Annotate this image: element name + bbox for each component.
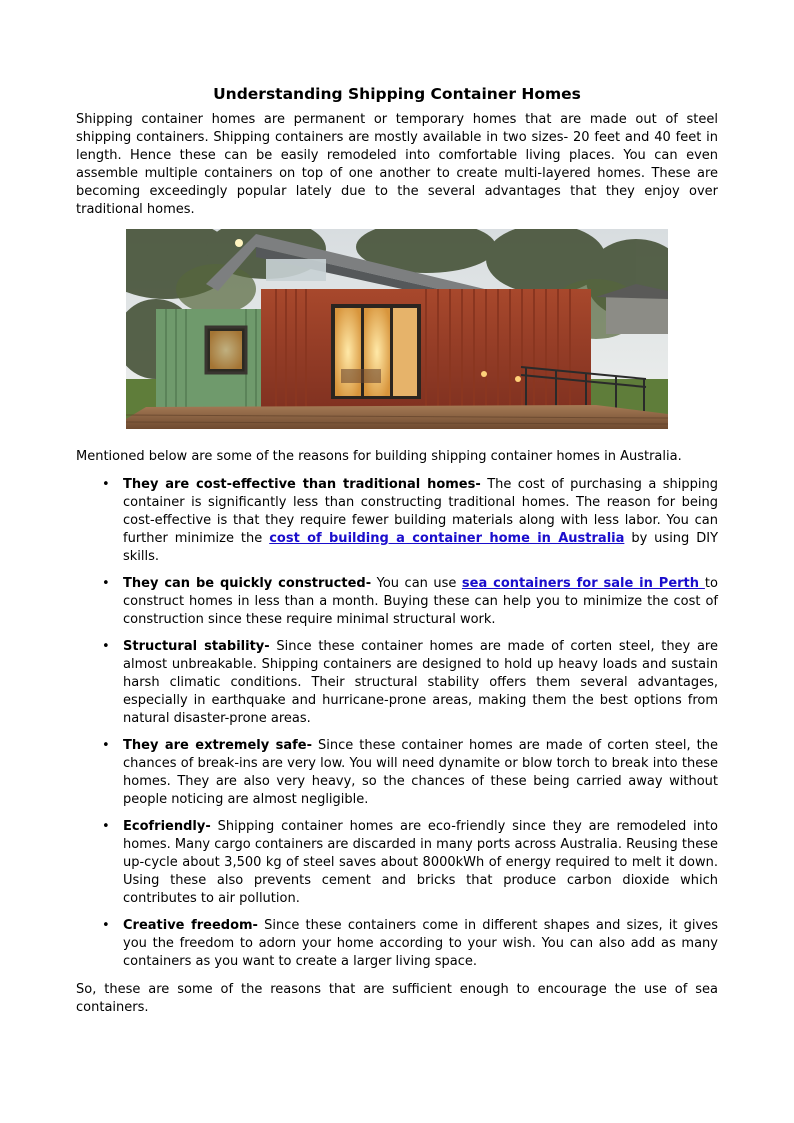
list-item <box>76 638 718 728</box>
list-item <box>76 575 718 629</box>
reasons-list <box>76 476 718 971</box>
bullet: • <box>102 738 110 753</box>
bullet: • <box>102 819 110 834</box>
closing-paragraph: So, these are some of the reasons that are sufficient enough to encourage the use of sea containers. <box>76 982 718 1015</box>
bullet: • <box>102 639 110 654</box>
reason-text: Since these container homes are made of corten steel, they are almost unbreakable. Shipping containers are designed to hold up heavy loads and sustain harsh climatic conditions. Their structural stability offers them several advantages, especially in earthquake and hurricane-prone areas, making them the best options from natural disaster-prone areas. <box>123 639 718 726</box>
reason-text: Shipping container homes are eco-friendly since they are remodeled into homes. Many cargo containers are discarded in many ports across Australia. Reusing these up-cycle about 3,500 kg of steel saves about 8000kWh of energy required to melt it down. Using these also prevents cement and bricks that produce carbon dioxide which contributes to air pollution. <box>123 819 718 906</box>
bullet: • <box>102 918 110 933</box>
page-title: Understanding Shipping Container Homes <box>213 85 581 103</box>
sea-containers-perth-link[interactable]: sea containers for sale in Perth <box>461 576 705 591</box>
reason-heading: Creative freedom- <box>123 918 258 933</box>
intro-paragraph: Shipping container homes are permanent or temporary homes that are made out of steel shipping containers. Shipping containers are mostly available in two sizes- 20 feet and 40 feet in length. Hence these can be easily remodeled into comfortable living places. You can even assemble multiple containers on top of one another to create multi-layered homes. These are becoming exceedingly popular lately due to the several advantages that they enjoy over traditional homes. <box>76 112 718 217</box>
list-item <box>76 737 718 809</box>
list-item <box>76 476 718 566</box>
list-item <box>76 818 718 908</box>
reason-heading: They are cost-effective than traditional homes- <box>123 477 481 492</box>
reason-text-tail: to construct homes in less than a month. Buying these can help you to minimize the cost of construction since these require minimal structural work. <box>123 576 718 627</box>
container-home-photo <box>126 229 668 429</box>
reasons-intro: Mentioned below are some of the reasons for building shipping container homes in Australia. <box>76 449 682 464</box>
bullet: • <box>102 477 110 492</box>
reason-heading: Ecofriendly- <box>123 819 211 834</box>
bullet: • <box>102 576 110 591</box>
reason-text: Since these containers come in different shapes and sizes, it gives you the freedom to adorn your home according to your wish. You can also add as many containers as you want to create a larger living space. <box>123 918 718 969</box>
reason-text-tail: by using DIY skills. <box>123 531 719 564</box>
reason-heading: They can be quickly constructed- <box>123 576 372 591</box>
cost-of-building-link[interactable]: cost of building a container home in Australia <box>269 531 625 546</box>
reason-heading: Structural stability- <box>123 639 270 654</box>
document-page <box>76 84 718 1017</box>
list-item <box>76 917 718 971</box>
reason-heading: They are extremely safe- <box>123 738 312 753</box>
reason-text: You can use <box>371 576 462 591</box>
reason-text: Since these container homes are made of corten steel, the chances of break-ins are very low. You will need dynamite or blow torch to break into these homes. They are also very heavy, so the chances of these being carried away without people noticing are almost negligible. <box>123 738 719 807</box>
reason-text: The cost of purchasing a shipping container is significantly less than constructing traditional homes. The reason for being cost-effective is that they require fewer building materials along with less labor. You can further minimize the <box>123 477 718 546</box>
